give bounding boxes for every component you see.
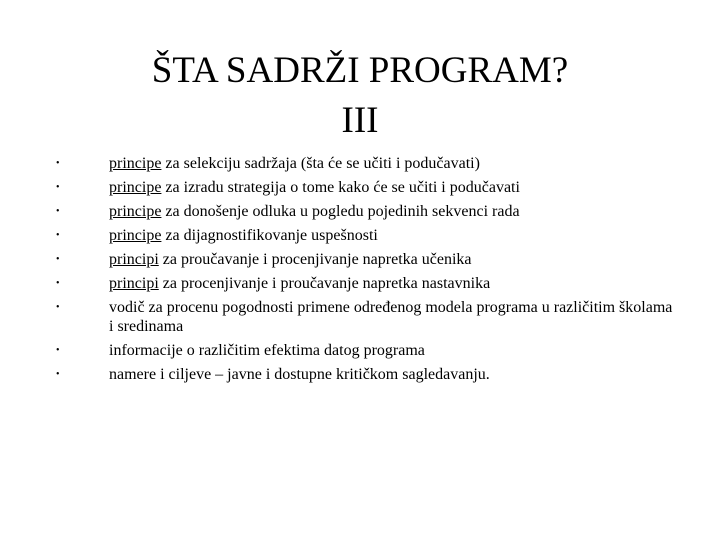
list-item-rest: za selekciju sadržaja (šta će se učiti i podučavati) (161, 155, 480, 172)
list-item (56, 365, 676, 384)
list-item-text (109, 202, 520, 221)
list-item-rest: za dijagnostifikovanje uspešnosti (161, 227, 378, 244)
list-item-keyword: principe (109, 227, 162, 244)
list-item-text (109, 178, 520, 197)
list-item-rest: namere i ciljeve – javne i dostupne kritičkom sagledavanju. (109, 366, 490, 383)
slide-title-line-1: ŠTA SADRŽI PROGRAM? (151, 50, 569, 91)
bullet-icon: • (56, 182, 60, 193)
list-item-text (109, 341, 425, 360)
list-item-text (109, 226, 378, 245)
slide-title-line-2: III (341, 100, 379, 141)
list-item-text (109, 298, 676, 336)
list-item-text (109, 365, 490, 384)
list-item (56, 202, 676, 221)
list-item-text (109, 154, 480, 173)
bullet-icon: • (56, 278, 60, 289)
list-item-rest: za proučavanje i procenjivanje napretka učenika (158, 251, 472, 268)
slide-title (0, 46, 720, 146)
list-item (56, 154, 676, 173)
list-item (56, 226, 676, 245)
list-item-keyword: principi (109, 251, 159, 268)
list-item-keyword: principe (109, 179, 162, 196)
bullet-icon: • (56, 302, 60, 313)
bullet-icon: • (56, 206, 60, 217)
list-item-text (109, 274, 490, 293)
list-item-text (109, 250, 472, 269)
list-item-rest: informacije o različitim efektima datog programa (109, 342, 425, 359)
list-item (56, 178, 676, 197)
bullet-icon: • (56, 345, 60, 356)
list-item-keyword: principe (109, 155, 162, 172)
list-item-rest: za donošenje odluka u pogledu pojedinih sekvenci rada (161, 203, 520, 220)
list-item (56, 341, 676, 360)
list-item (56, 250, 676, 269)
list-item-rest: za procenjivanje i proučavanje napretka nastavnika (158, 275, 491, 292)
bullet-icon: • (56, 158, 60, 169)
list-item (56, 274, 676, 293)
bullet-icon: • (56, 369, 60, 380)
list-item-keyword: principe (109, 203, 162, 220)
bullet-icon: • (56, 230, 60, 241)
bullet-list (56, 154, 676, 389)
list-item-rest: za izradu strategija o tome kako će se učiti i podučavati (161, 179, 520, 196)
bullet-icon: • (56, 254, 60, 265)
list-item (56, 298, 676, 336)
list-item-keyword: principi (109, 275, 159, 292)
list-item-rest: vodič za procenu pogodnosti primene određenog modela programa u različitim školama i sredinama (109, 299, 673, 335)
